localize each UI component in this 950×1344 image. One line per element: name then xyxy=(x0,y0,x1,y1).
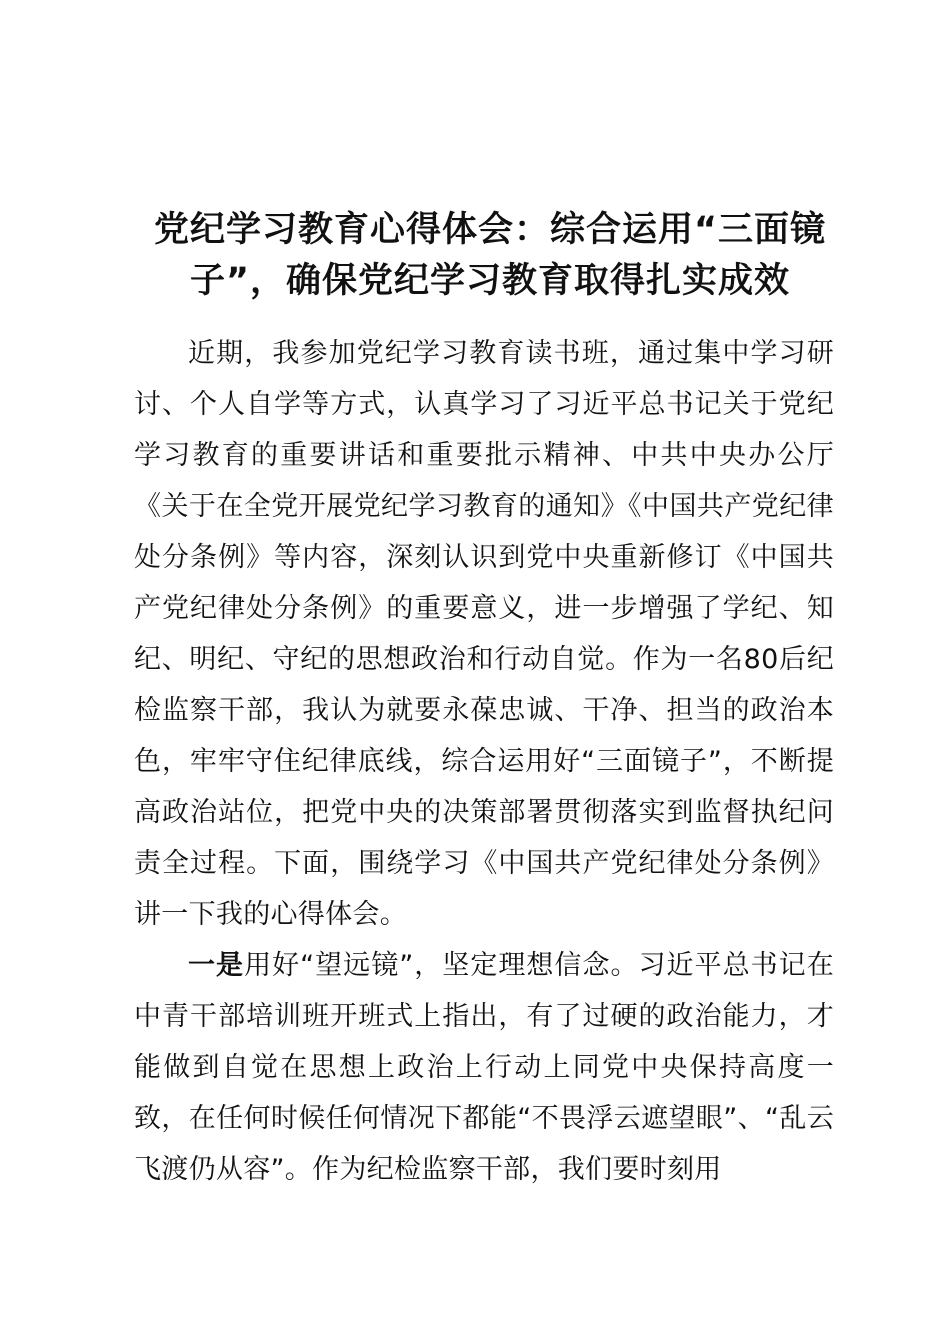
document-body xyxy=(134,328,834,1195)
paragraph-text: 近期，我参加党纪学习教育读书班，通过集中学习研讨、个人自学等方式，认真学习了习近平总书记关于党纪学习教育的重要讲话和重要批示精神、中共中央办公厅《关于在全党开展党纪学习教育的通知》《中国共产党纪律处分条例》等内容，深刻认识到党中央重新修订《中国共产党纪律处分条例》的重要意义，进一步增强了学纪、知纪、明纪、守纪的思想政治和行动自觉。作为一名80后纪检监察干部，我认为就要永葆忠诚、干净、担当的政治本色，牢牢守住纪律底线，综合运用好“三面镜子”，不断提高政治站位，把党中央的决策部署贯彻落实到监督执纪问责全过程。下面，围绕学习《中国共产党纪律处分条例》讲一下我的心得体会。 xyxy=(134,338,834,930)
paragraph-lead: 一是 xyxy=(188,950,245,981)
paragraph-text: 用好“望远镜”，坚定理想信念。习近平总书记在中青干部培训班开班式上指出，有了过硬的政治能力，才能做到自觉在思想上政治上行动上同党中央保持高度一致，在任何时候任何情况下都能“不畏浮云遮望眼”、“乱云飞渡仍从容”。作为纪检监察干部，我们要时刻用 xyxy=(134,950,834,1185)
paragraph-intro xyxy=(134,328,834,940)
paragraph-point-one xyxy=(134,940,834,1195)
document-title: 党纪学习教育心得体会：综合运用“三面镜子”，确保党纪学习教育取得扎实成效 xyxy=(153,210,826,301)
